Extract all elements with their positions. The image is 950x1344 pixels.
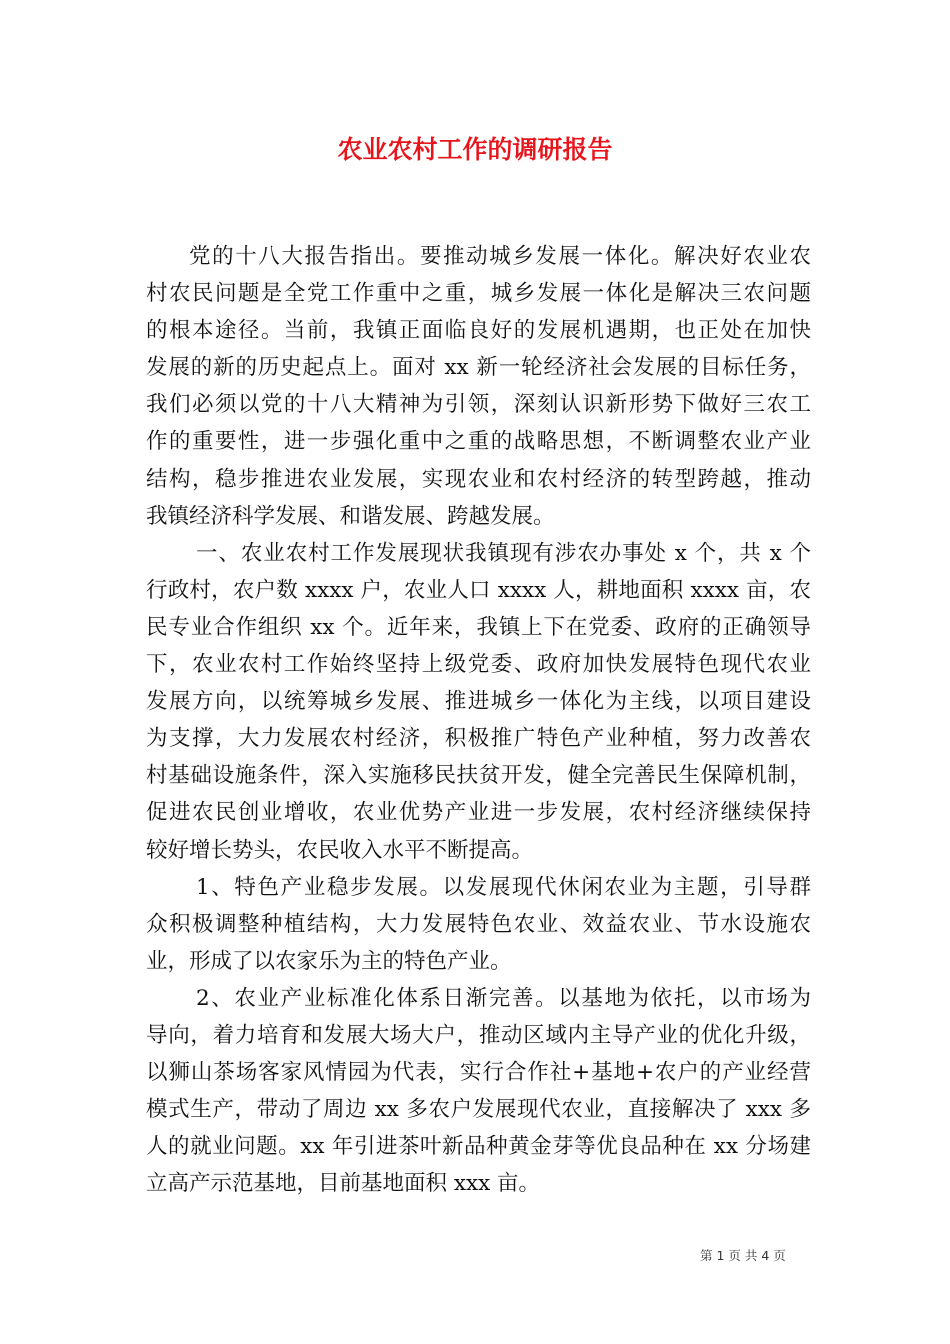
text-line: 我们必须以党的十八大精神为引领，深刻认识新形势下做好三农工 [146, 392, 811, 418]
text-line: 为支撑，大力发展农村经济，积极推广特色产业种植，努力改善农 [146, 726, 811, 752]
text-line: 下，农业农村工作始终坚持上级党委、政府加快发展特色现代农业 [146, 652, 811, 678]
text-line: 村基础设施条件，深入实施移民扶贫开发，健全完善民生保障机制， [146, 763, 811, 789]
text-line: 民专业合作组织 xx 个。近年来，我镇上下在党委、政府的正确领导 [146, 614, 811, 640]
text-line: 促进农民创业增收，农业优势产业进一步发展，农村经济继续保持 [146, 800, 811, 826]
text-line: 行政村，农户数 xxxx 户，农业人口 xxxx 人，耕地面积 xxxx 亩，农 [146, 577, 811, 603]
text-line: 我镇经济科学发展、和谐发展、跨越发展。 [146, 503, 555, 529]
text-line: 一、农业农村工作发展现状我镇现有涉农办事处 x 个，共 x 个 [196, 540, 811, 566]
text-line: 党的十八大报告指出。要推动城乡发展一体化。解决好农业农 [189, 244, 811, 269]
document-title: 农业农村工作的调研报告 [337, 135, 613, 164]
text-line: 1、特色产业稳步发展。以发展现代休闲农业为主题，引导群 [196, 874, 811, 900]
paragraph-item-1 [146, 869, 811, 980]
text-line: 结构，稳步推进农业发展，实现农业和农村经济的转型跨越，推动 [146, 466, 811, 492]
text-line: 业，形成了以农家乐为主的特色产业。 [146, 948, 512, 974]
text-line: 较好增长势头，农民收入水平不断提高。 [146, 837, 534, 863]
text-line: 人的就业问题。xx 年引进茶叶新品种黄金芽等优良品种在 xx 分场建 [146, 1134, 811, 1160]
text-line: 发展方向，以统筹城乡发展、推进城乡一体化为主线，以项目建设 [146, 689, 811, 715]
text-line: 作的重要性，进一步强化重中之重的战略思想，不断调整农业产业 [146, 429, 811, 455]
text-line: 模式生产，带动了周边 xx 多农户发展现代农业，直接解决了 xxx 多 [146, 1097, 811, 1123]
text-line: 的根本途径。当前，我镇正面临良好的发展机遇期，也正处在加快 [146, 318, 811, 344]
paragraph-section-1 [146, 535, 811, 869]
text-line: 2、农业产业标准化体系日渐完善。以基地为依托，以市场为 [196, 985, 811, 1011]
text-line: 导向，着力培育和发展大场大户，推动区域内主导产业的优化升级， [146, 1022, 811, 1048]
paragraph-item-2 [146, 980, 811, 1203]
paragraph-intro [146, 238, 811, 535]
document-body [146, 238, 811, 1202]
text-line: 以狮山茶场客家风情园为代表，实行合作社+基地+农户的产业经营 [146, 1060, 811, 1086]
text-line: 发展的新的历史起点上。面对 xx 新一轮经济社会发展的目标任务， [146, 355, 811, 381]
text-line: 村农民问题是全党工作重中之重，城乡发展一体化是解决三农问题 [146, 281, 811, 307]
page-number-indicator: 第 1 页 共 4 页 [700, 1248, 786, 1263]
text-line: 立高产示范基地，目前基地面积 xxx 亩。 [146, 1171, 541, 1197]
text-line: 众积极调整种植结构，大力发展特色农业、效益农业、节水设施农 [146, 911, 811, 937]
